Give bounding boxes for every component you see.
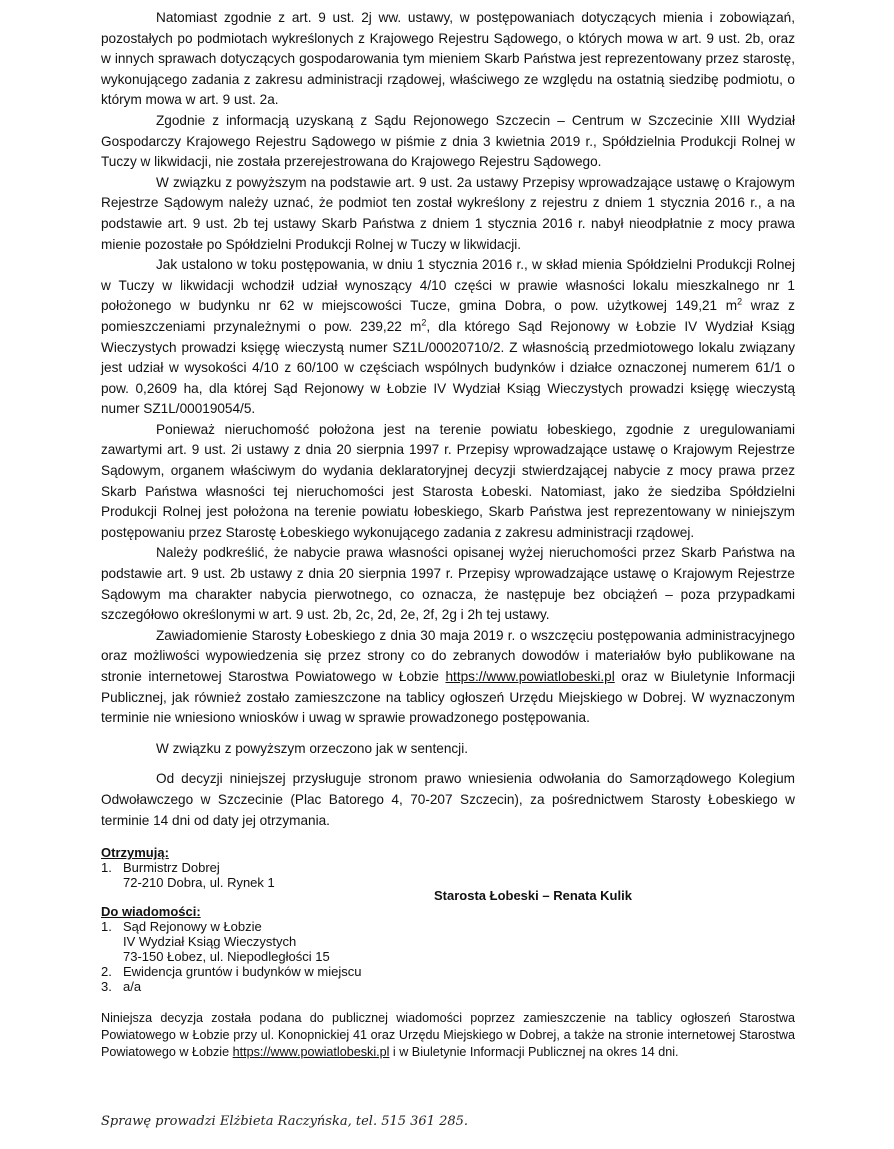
website-link[interactable]: https://www.powiatlobeski.pl — [445, 669, 615, 684]
recipients-section — [101, 845, 795, 890]
signature: Starosta Łobeski – Renata Kulik — [434, 888, 632, 903]
paragraph-court-info: Zgodnie z informacją uzyskaną z Sądu Rejonowego Szczecin – Centrum w Szczecinie XIII Wydział Gospodarczy Krajowego Rejestru Sądowego w piśmie z dnia 3 kwietnia 2019 r., Spółdzielnia Produkcji Rolnej w Tuczy w likwidacji, nie została przerejestrowana do Krajowego Rejestru Sądowego. — [101, 112, 795, 170]
paragraph-property-details — [101, 255, 795, 420]
recipient-item — [101, 860, 795, 875]
paragraph-appeal: Od decyzji niniejszej przysługuje stronom prawo wniesienia odwołania do Samorządowego Kolegium Odwoławczego w Szczecinie (Plac Batorego 4, 70-207 Szczecin), za pośrednictwem Starosty Łobeskiego w terminie 14 dni od daty jej otrzymania. — [101, 771, 795, 828]
info-court-department: IV Wydział Ksiąg Wieczystych — [123, 933, 297, 949]
property-text-part3: , dla którego Sąd Rejonowy w Łobzie IV Wydział Ksiąg Wieczystych prowadzi księgę wieczystą numer SZ1L/00020710/2. Z własnością przedmiotowego lokalu związany jest udział w wysokości 4/10 z 60/100 w częściach wspólnych budynków i działce oznaczonej numerem 61/1 o pow. 0,2609 ha, dla której Sąd Rejonowy w Łobzie IV Wydział Ksiąg Wieczystych prowadzi księgę wieczystą numer SZ1L/00019054/5. — [101, 318, 795, 417]
recipient-name: Burmistrz Dobrej — [123, 860, 220, 876]
paragraph-original-acquisition: Należy podkreślić, że nabycie prawa własności opisanej wyżej nieruchomości przez Skarb Państwa na podstawie art. 9 ust. 2b ustawy z dnia 20 sierpnia 1997 r. Przepisy wprowadzające ustawę o Krajowym Rejestrze Sądowym ma charakter nabycia pierwotnego, co oznacza, że następuje bez obciążeń – poza przypadkami szczegółowo określonymi w art. 9 ust. 2b, 2c, 2d, 2e, 2f, 2g i 2h tej ustawy. — [101, 545, 795, 623]
paragraph-notification — [101, 626, 795, 729]
recipient-number: 1. — [101, 860, 112, 876]
info-item — [101, 964, 795, 979]
publication-notice — [101, 1010, 795, 1061]
info-archive: a/a — [123, 979, 142, 995]
info-number: 2. — [101, 964, 112, 980]
info-item — [101, 979, 795, 994]
info-number: 1. — [101, 918, 112, 934]
info-heading: Do wiadomości: — [101, 903, 201, 919]
info-item — [101, 919, 795, 934]
recipients-heading: Otrzymują: — [101, 845, 169, 861]
case-handler-footer: Sprawę prowadzi Elżbieta Raczyńska, tel. 515 361 285. — [101, 1114, 469, 1129]
info-registry: Ewidencja gruntów i budynków w miejscu — [123, 964, 362, 980]
paragraph-legal-basis: W związku z powyższym na podstawie art. 9 ust. 2a ustawy Przepisy wprowadzające ustawę o Krajowym Rejestrze Sądowym należy uznać, że podmiot ten został wykreślony z rejestru z dniem 1 stycznia 2016 r., a na podstawie art. 9 ust. 2b tej ustawy Skarb Państwa z dniem 1 stycznia 2016 r. nabył nieodpłatnie z mocy prawa mienie pozostałe po Spółdzielni Produkcji Rolnej w Tuczy w likwidacji. — [101, 174, 795, 252]
info-number: 3. — [101, 979, 112, 995]
recipient-address: 72-210 Dobra, ul. Rynek 1 — [123, 875, 275, 891]
info-court-name: Sąd Rejonowy w Łobzie — [123, 918, 262, 934]
superscript-2: 2 — [421, 317, 427, 328]
info-item-line — [101, 934, 795, 949]
notice-text-part1: Niniejsza decyzja została podana do publicznej wiadomości poprzez zamieszczenie na tablicy ogłoszeń Starostwa Powiatowego w Łobzie przy ul. Konopnickiej 41 oraz Urzędu Miejskiego w Dobrej, a także na stronie internetowej Starostwa Powiatowego w Łobzie — [101, 1010, 795, 1059]
notice-website-link[interactable]: https://www.powiatlobeski.pl — [232, 1044, 390, 1059]
paragraph-conclusion: W związku z powyższym orzeczono jak w sentencji. — [156, 740, 468, 756]
notice-text-part2: i w Biuletynie Informacji Publicznej na okres 14 dni. — [389, 1044, 679, 1059]
superscript-2: 2 — [737, 296, 743, 307]
paragraph-art9-2j: Natomiast zgodnie z art. 9 ust. 2j ww. ustawy, w postępowaniach dotyczących mienia i zobowiązań, pozostałych po podmiotach wykreślonych z Krajowego Rejestru Sądowego, o których mowa w art. 9 ust. 2b, oraz w innych sprawach dotyczących gospodarowania tym mieniem Skarb Państwa jest reprezentowany przez starostę, wykonującego zadania z zakresu administracji rządowej, właściwego ze względu na ostatnią siedzibę podmiotu, o którym mowa w art. 9 ust. 2a. — [101, 10, 795, 108]
property-text-part1: Jak ustalono w toku postępowania, w dniu 1 stycznia 2016 r., w skład mienia Spółdzielni Produkcji Rolnej w Tuczy w likwidacji wchodził udział wynoszący 4/10 części w prawie własności lokalu mieszkalnego nr 1 położonego w budynku nr 62 w miejscowości Tucze, gmina Dobra, o pow. użytkowej 149,21 m — [101, 257, 795, 314]
property-text-part2: wraz z pomieszczeniami przynależnymi o pow. 239,22 m — [101, 298, 795, 334]
notification-text-part2: oraz w Biuletynie Informacji Publicznej, jak również zostało zamieszczone na tablicy ogłoszeń Urzędu Miejskiego w Dobrej. W wyznaczonym terminie nie wniesiono wniosków i uwag w sprawie prowadzonego postępowania. — [101, 669, 795, 726]
notification-text-part1: Zawiadomienie Starosty Łobeskiego z dnia 30 maja 2019 r. o wszczęciu postępowania administracyjnego oraz możliwości wypowiedzenia się przez strony co do zebranych dowodów i materiałów było publikowane na stronie internetowej Starostwa Powiatowego w Łobzie — [101, 627, 795, 684]
info-item-line — [101, 949, 795, 964]
paragraph-jurisdiction: Ponieważ nieruchomość położona jest na terenie powiatu łobeskiego, zgodnie z uregulowaniami zawartymi art. 9 ust. 2i ustawy z dnia 20 sierpnia 1997 r. Przepisy wprowadzające ustawę o Krajowym Rejestrze Sądowym, organem właściwym do wydania deklaratoryjnej decyzji stwierdzającej nabycie z mocy prawa przez Skarb Państwa własności tej nieruchomości jest Starosta Łobeski. Natomiast, jako że siedziba Spółdzielni Produkcji Rolnej jest położona na terenie powiatu łobeskiego, Skarb Państwa jest reprezentowany w niniejszym postępowaniu przez Starostę Łobeskiego wykonującego zadania z zakresu administracji rządowej. — [101, 421, 795, 540]
info-section — [101, 904, 795, 995]
info-court-address: 73-150 Łobez, ul. Niepodległości 15 — [123, 948, 330, 964]
